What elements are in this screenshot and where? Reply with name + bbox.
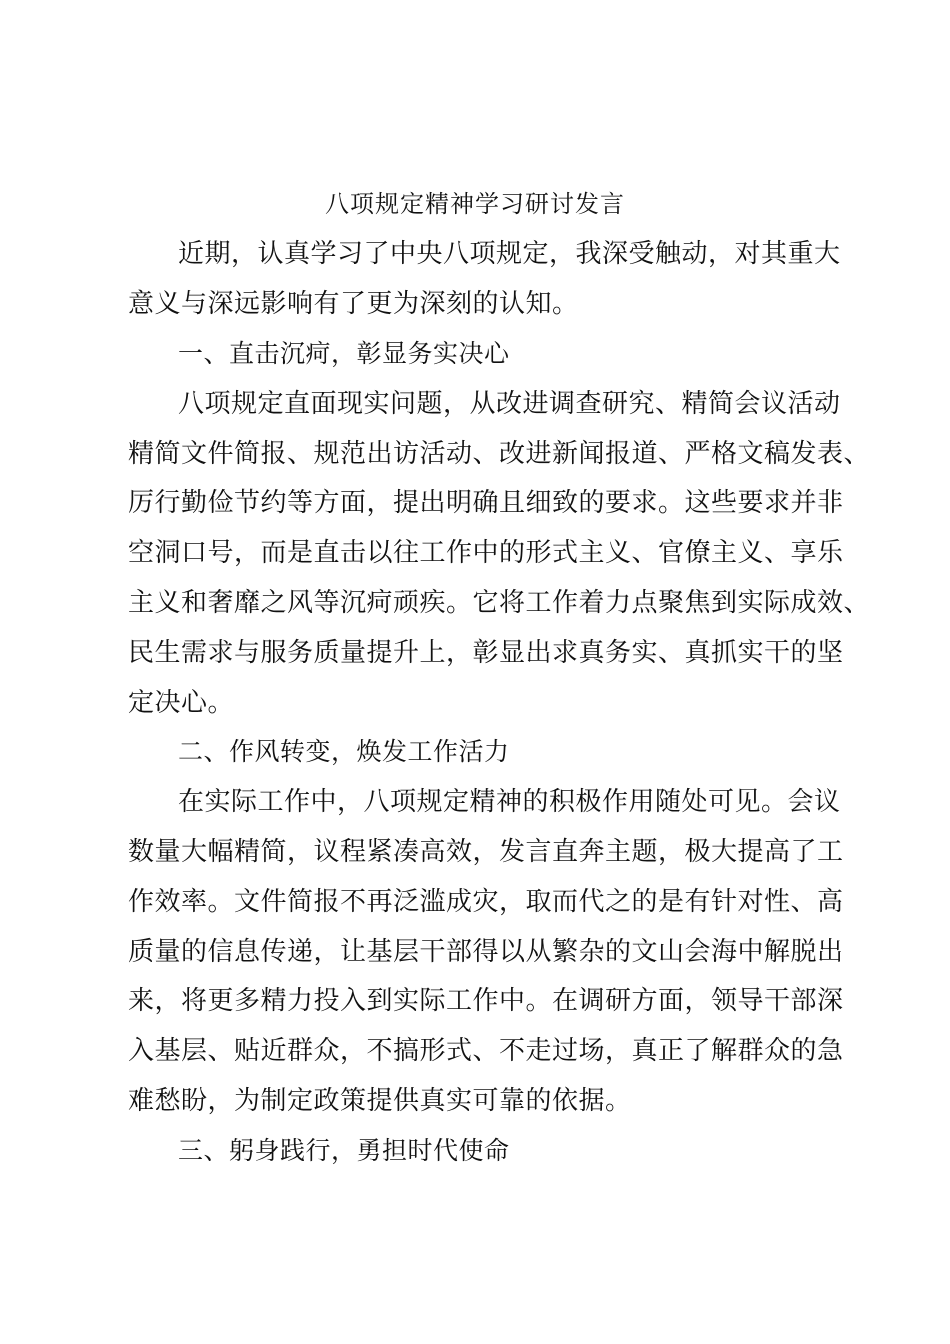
paragraph-line: 质量的信息传递，让基层干部得以从繁杂的文山会海中解脱出 (128, 937, 844, 967)
paragraph-line: 在实际工作中，八项规定精神的积极作用随处可见。会议 (178, 787, 841, 817)
paragraph-line: 民生需求与服务质量提升上，彰显出求真务实、真抓实干的坚 (128, 638, 844, 668)
paragraph-line: 作效率。文件简报不再泛滥成灾，取而代之的是有针对性、高 (128, 887, 844, 917)
paragraph-line: 近期，认真学习了中央八项规定，我深受触动，对其重大 (178, 239, 841, 269)
paragraph-line: 空洞口号，而是直击以往工作中的形式主义、官僚主义、享乐 (128, 538, 844, 568)
paragraph-line: 厉行勤俭节约等方面，提出明确且细致的要求。这些要求并非 (128, 488, 844, 518)
section-heading-2: 二、作风转变，焕发工作活力 (178, 737, 510, 766)
paragraph-line: 难愁盼，为制定政策提供真实可靠的依据。 (128, 1086, 632, 1116)
paragraph-line: 定决心。 (128, 688, 235, 718)
paragraph-line: 入基层、贴近群众，不搞形式、不走过场，真正了解群众的急 (128, 1036, 844, 1066)
paragraph-line: 八项规定直面现实问题，从改进调查研究、精简会议活动 (178, 389, 841, 419)
section-heading-1: 一、直击沉疴，彰显务实决心 (178, 339, 510, 368)
paragraph-line: 精简文件简报、规范出访活动、改进新闻报道、严格文稿发表、 (128, 439, 871, 469)
document-title: 八项规定精神学习研讨发言 (325, 190, 625, 218)
paragraph-line: 意义与深远影响有了更为深刻的认知。 (128, 289, 579, 319)
section-heading-3: 三、躬身践行，勇担时代使命 (178, 1136, 510, 1165)
paragraph-line: 数量大幅精简，议程紧凑高效，发言直奔主题，极大提高了工 (128, 837, 844, 867)
paragraph-line: 来，将更多精力投入到实际工作中。在调研方面，领导干部深 (128, 986, 844, 1016)
paragraph-line: 主义和奢靡之风等沉疴顽疾。它将工作着力点聚焦到实际成效、 (128, 588, 871, 618)
